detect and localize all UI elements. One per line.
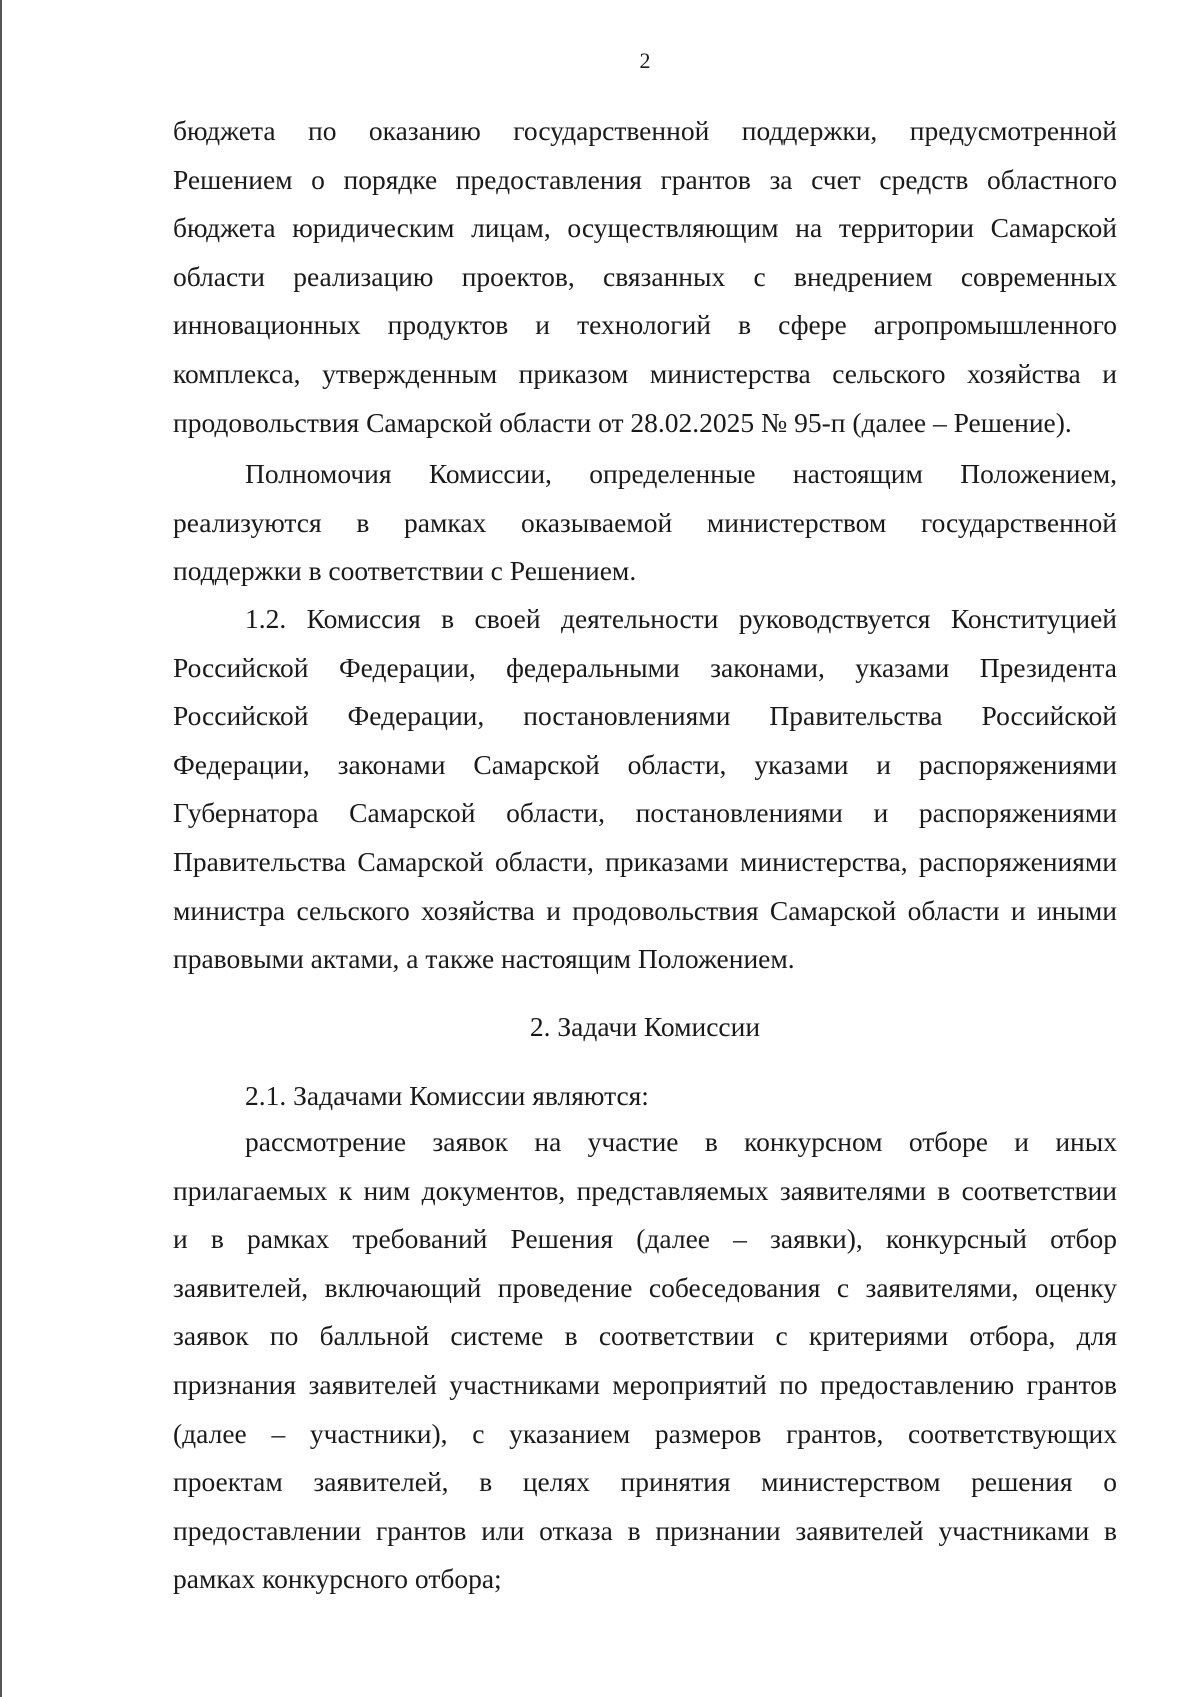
paragraph-commission-powers — [173, 450, 1117, 596]
text-line: бюджета юридическим лицам, осуществляющим на территории Самарской — [173, 212, 1117, 244]
text-line: продовольствия Самарской области от 28.02.2025 № 95-п (далее – Решение). — [173, 406, 1072, 438]
text-line: Федерации, законами Самарской области, указами и распоряжениями — [173, 748, 1117, 780]
text-line: предоставлении грантов или отказа в признании заявителей участниками в — [173, 1514, 1117, 1546]
text-line: заявок по балльной системе в соответствии с критериями отбора, для — [173, 1320, 1117, 1352]
section-heading: 2. Задачи Комиссии — [529, 1011, 761, 1042]
text-line: министра сельского хозяйства и продовольствия Самарской области и иными — [173, 894, 1117, 926]
scan-edge — [0, 0, 2, 1697]
text-line: 1.2. Комиссия в своей деятельности руководствуется Конституцией — [245, 603, 1117, 634]
text-line: бюджета по оказанию государственной поддержки, предусмотренной — [173, 115, 1117, 146]
text-line: инновационных продуктов и технологий в сфере агропромышленного — [173, 309, 1117, 341]
text-line: рамках конкурсного отбора; — [173, 1563, 502, 1595]
text-line: комплекса, утвержденным приказом министерства сельского хозяйства и — [173, 357, 1117, 389]
text-line: области реализацию проектов, связанных с внедрением современных — [173, 260, 1117, 292]
text-line: правовыми актами, а также настоящим Положением. — [173, 943, 795, 975]
text-line: заявителей, включающий проведение собеседования с заявителями, оценку — [173, 1271, 1117, 1303]
text-line: и в рамках требований Решения (далее – заявки), конкурсный отбор — [173, 1223, 1117, 1255]
text-line: Правительства Самарской области, приказами министерства, распоряжениями — [173, 845, 1117, 877]
text-line: реализуются в рамках оказываемой министерством государственной — [173, 506, 1117, 538]
text-line: рассмотрение заявок на участие в конкурсном отборе и иных — [245, 1126, 1117, 1157]
paragraph-item-1-2 — [173, 595, 1117, 984]
text-line: Губернатора Самарской области, постановлениями и распоряжениями — [173, 797, 1117, 829]
paragraph-decision-reference — [173, 107, 1117, 447]
text-line: Российской Федерации, постановлениями Правительства Российской — [173, 700, 1117, 732]
item-2-1-heading: 2.1. Задачами Комиссии являются: — [245, 1080, 649, 1111]
text-line: (далее – участники), с указанием размеров грантов, соответствующих — [173, 1417, 1117, 1449]
text-line: поддержки в соответствии с Решением. — [173, 555, 637, 587]
text-line: проектам заявителей, в целях принятия министерством решения о — [173, 1466, 1117, 1498]
text-line: Решением о порядке предоставления грантов за счет средств областного — [173, 163, 1117, 195]
text-line: Российской Федерации, федеральными законами, указами Президента — [173, 651, 1117, 683]
text-line: прилагаемых к ним документов, представляемых заявителями в соответствии — [173, 1174, 1117, 1206]
page-number: 2 — [639, 48, 651, 73]
text-line: Полномочия Комиссии, определенные настоящим Положением, — [245, 458, 1117, 489]
text-line: признания заявителей участниками мероприятий по предоставлению грантов — [173, 1368, 1117, 1400]
paragraph-tasks — [173, 1118, 1117, 1604]
